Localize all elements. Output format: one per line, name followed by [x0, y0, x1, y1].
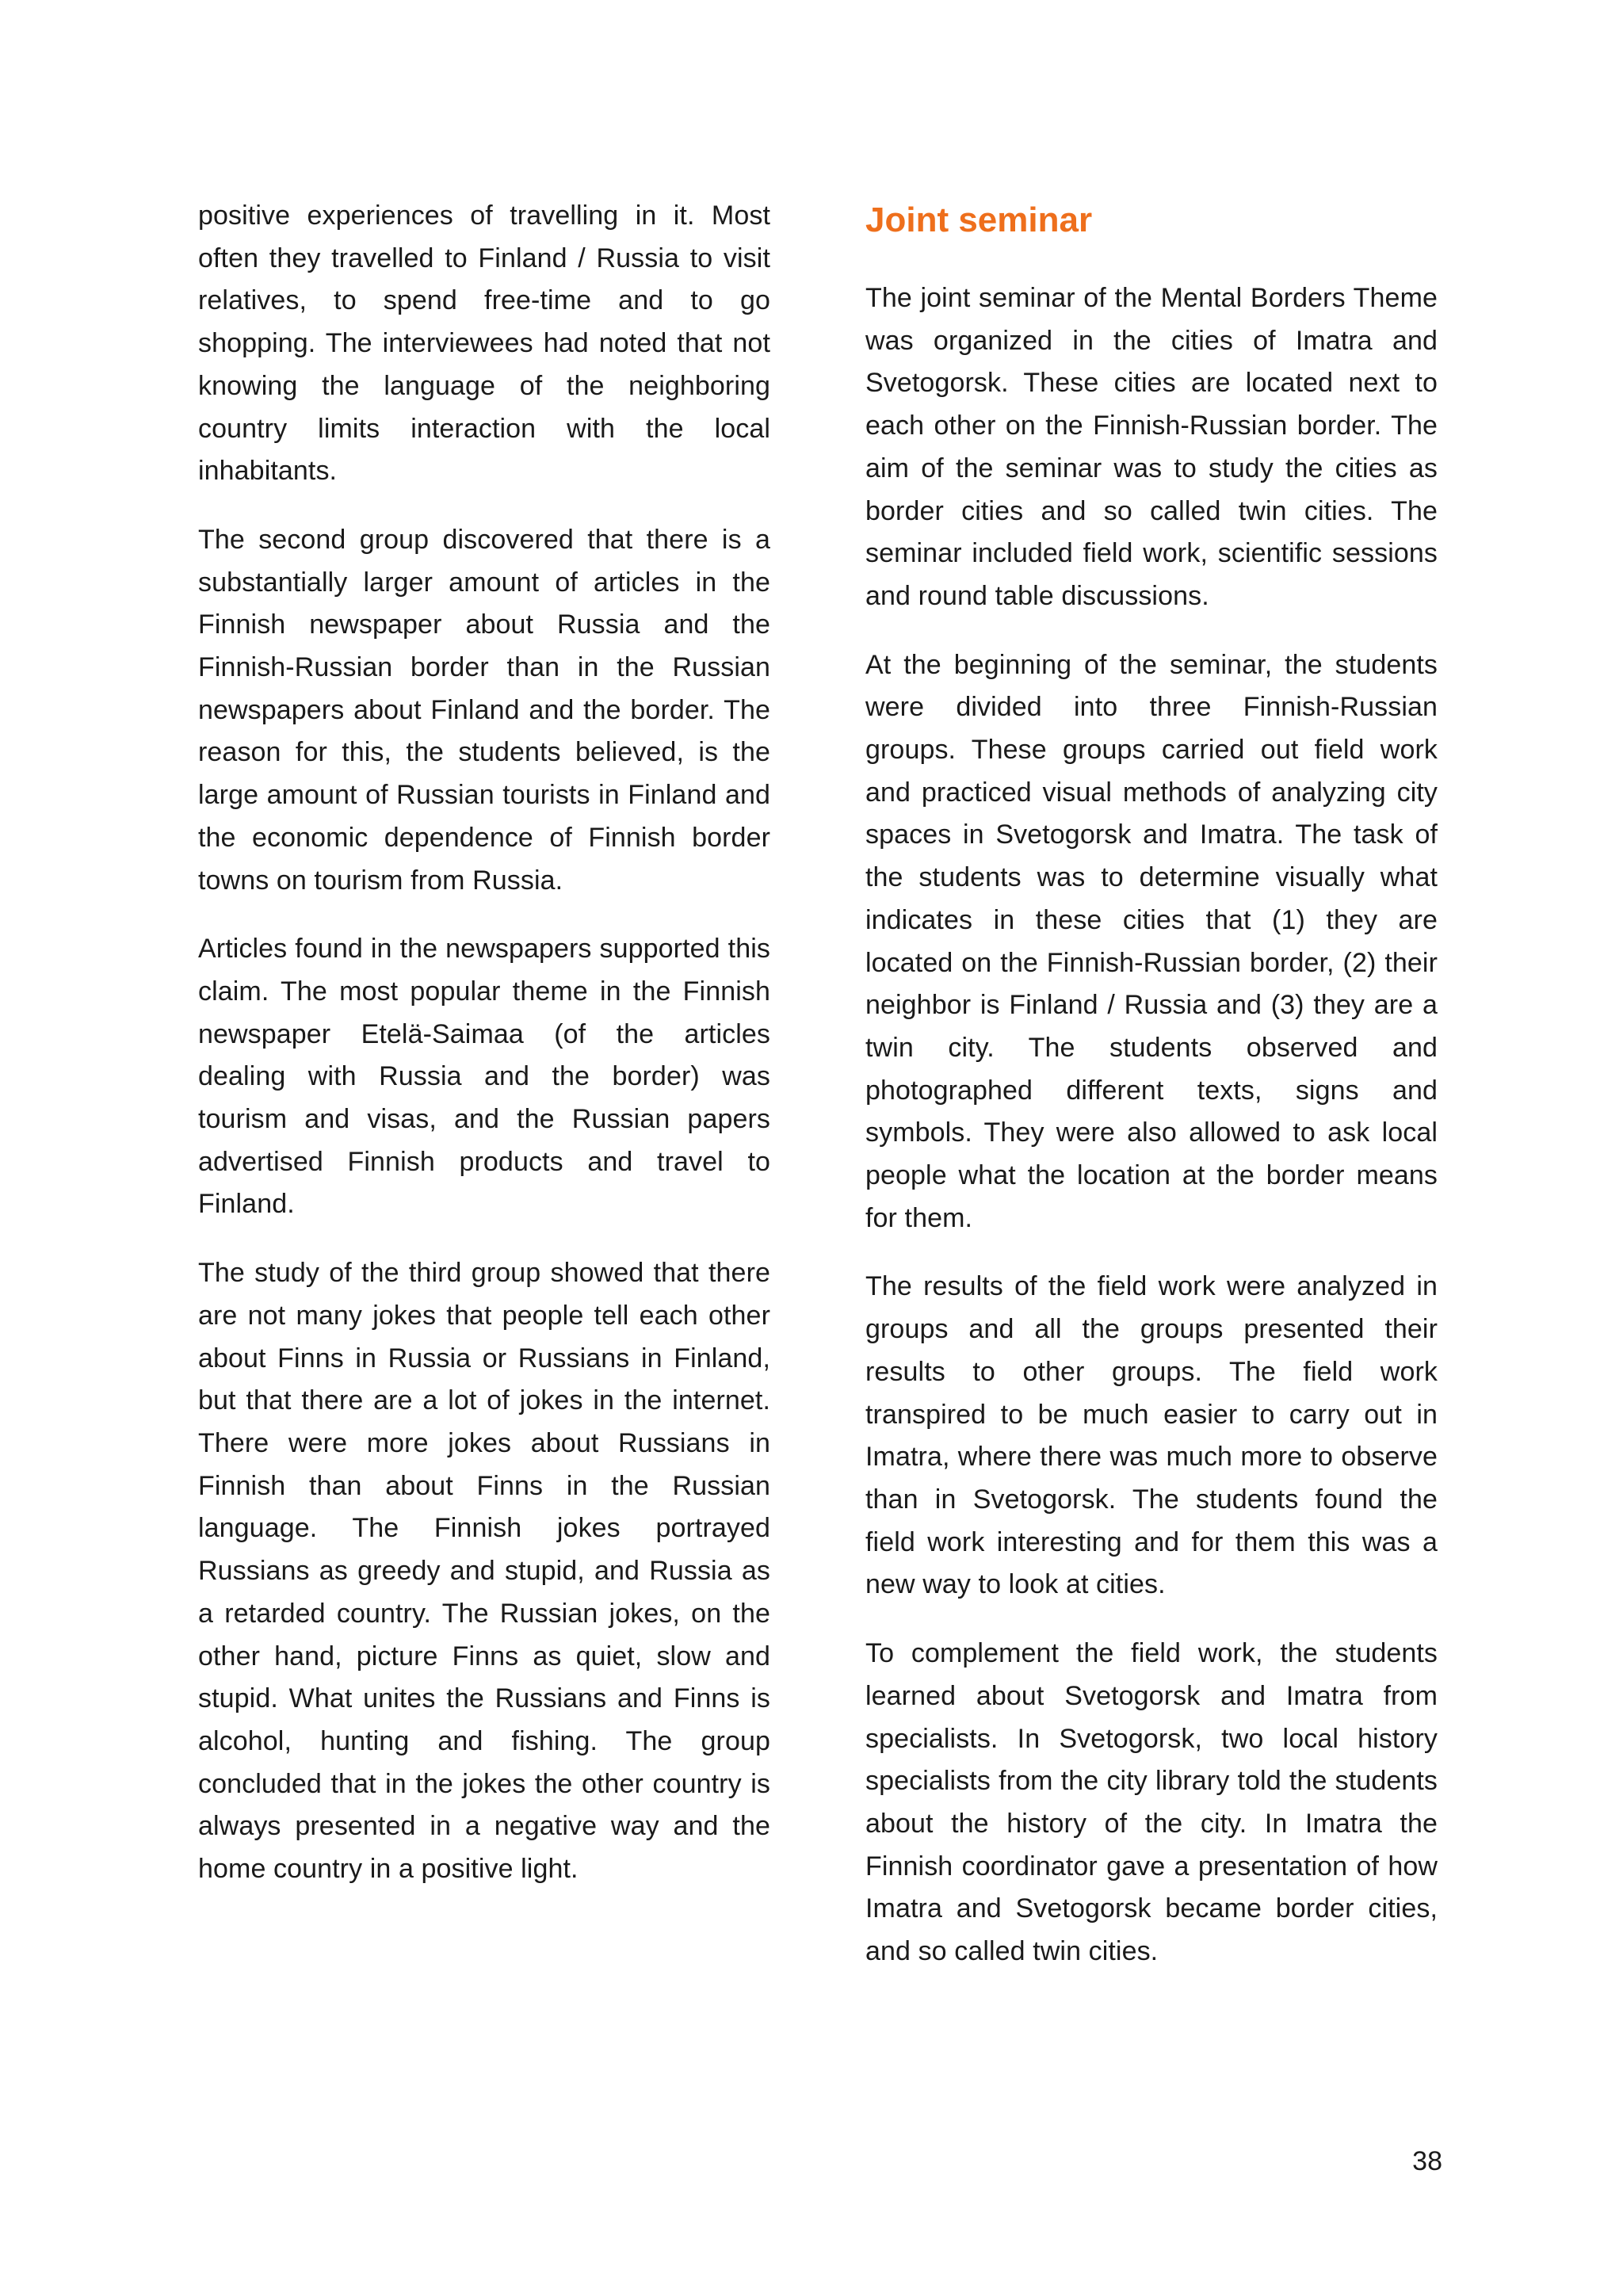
- page-number: 38: [1412, 2146, 1442, 2176]
- left-paragraph-3: Articles found in the newspapers supported this claim. The most popular theme in the Finnish newspaper Etelä-Saimaa (of the articles dealing with Russia and the border) was tourism and visas, and the Russian papers advertised Finnish products and travel to Finland.: [198, 934, 770, 1220]
- left-paragraph-1: positive experiences of travelling in it. Most often they travelled to Finland / Russia to visit relatives, to spend free-time and to go shopping. The interviewees had noted that not knowing the language of the neighboring country limits interaction with the local inhabitants.: [198, 201, 770, 487]
- right-paragraph-2: At the beginning of the seminar, the students were divided into three Finnish-Russian groups. These groups carried out field work and practiced visual methods of analyzing city spaces in Svetogorsk and Imatra. The task of the students was to determine visually what indicates in these cities that (1) they are located on the Finnish-Russian border, (2) their neighbor is Finland / Russia and (3) they are a twin city. The students observed and photographed different texts, signs and symbols. They were also allowed to ask local people what the location at the border means for them.: [865, 649, 1438, 1233]
- section-heading: Joint seminar: [865, 201, 1093, 239]
- left-paragraph-2: The second group discovered that there is a substantially larger amount of articles in the Finnish newspaper about Russia and the Finnish-Russian border than in the Russian newspapers about Finland and the border. The reason for this, the students believed, is the large amount of Russian tourists in Finland and the economic dependence of Finnish border towns on tourism from Russia.: [198, 524, 770, 896]
- left-column: [198, 195, 770, 1917]
- right-paragraph-1: The joint seminar of the Mental Borders Theme was organized in the cities of Imatra and Svetogorsk. These cities are located next to each other on the Finnish-Russian border. The aim of the seminar was to study the cities as border cities and so called twin cities. The seminar included field work, scientific sessions and round table discussions.: [865, 283, 1438, 611]
- right-column: [865, 195, 1438, 2000]
- left-paragraph-4: The study of the third group showed that there are not many jokes that people tell each other about Finns in Russia or Russians in Finland, but that there are a lot of jokes in the internet. There were more jokes about Russians in Finnish than about Finns in the Russian language. The Finnish jokes portrayed Russians as greedy and stupid, and Russia as a retarded country. The Russian jokes, on the other hand, picture Finns as quiet, slow and stupid. What unites the Russians and Finns is alcohol, hunting and fishing. The group concluded that in the jokes the other country is always presented in a negative way and the home country in a positive light.: [198, 1258, 770, 1885]
- right-paragraph-3: The results of the field work were analyzed in groups and all the groups presented their results to other groups. The field work transpired to be much easier to carry out in Imatra, where there was much more to observe than in Svetogorsk. The students found the field work interesting and for them this was a new way to look at cities.: [865, 1271, 1438, 1600]
- right-paragraph-4: To complement the field work, the students learned about Svetogorsk and Imatra from specialists. In Svetogorsk, two local history specialists from the city library told the students about the history of the city. In Imatra the Finnish coordinator gave a presentation of how Imatra and Svetogorsk became border cities, and so called twin cities.: [865, 1638, 1438, 1967]
